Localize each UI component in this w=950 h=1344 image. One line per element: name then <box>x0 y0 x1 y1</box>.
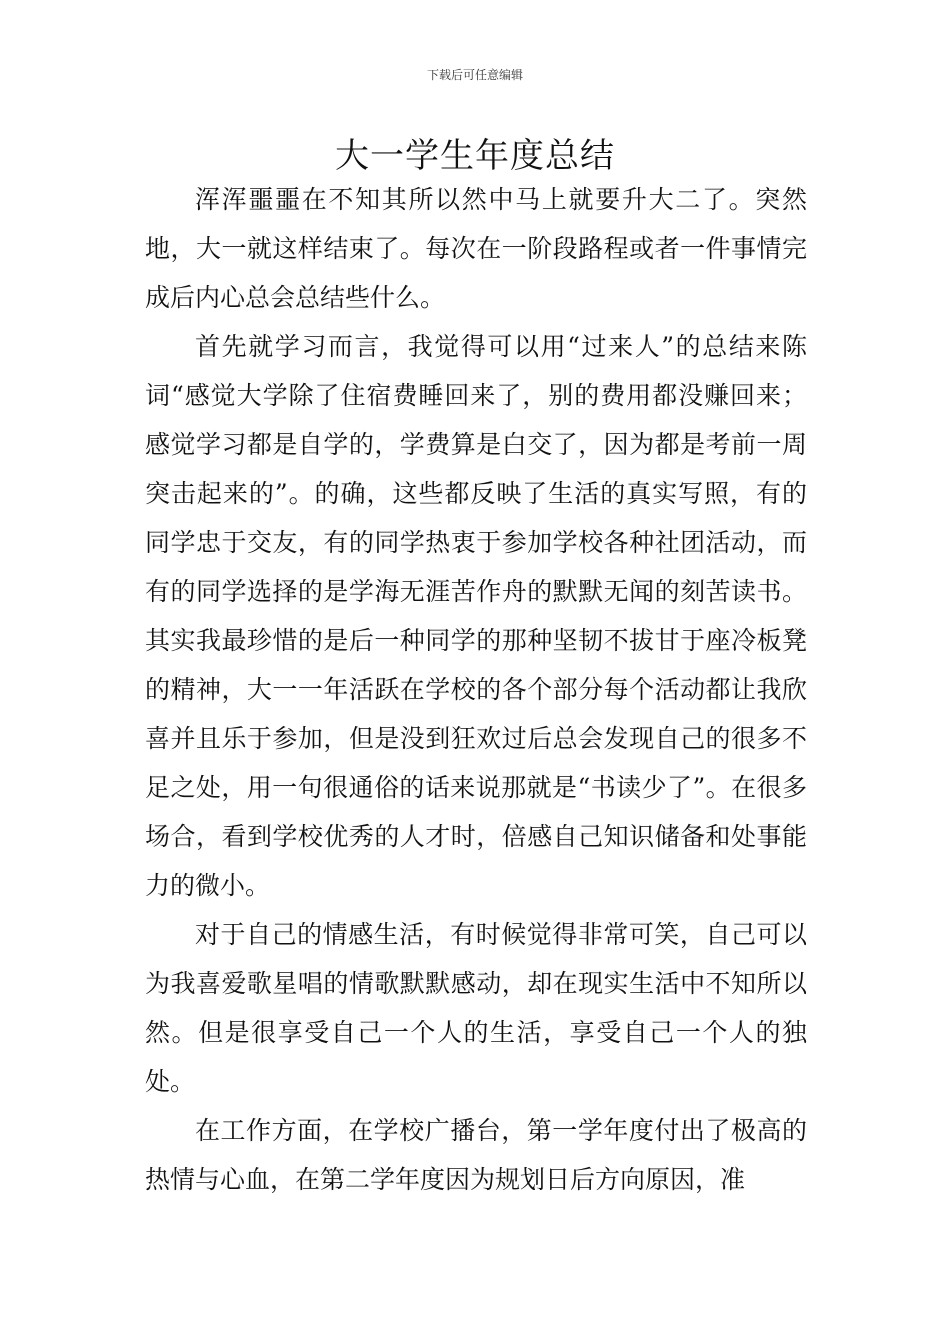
document-body <box>145 175 807 1204</box>
paragraph-work: 在工作方面，在学校广播台，第一学年度付出了极高的热情与心血，在第二学年度因为规划日后方向原因，准 <box>145 1116 807 1194</box>
paragraph-intro: 浑浑噩噩在不知其所以然中马上就要升大二了。突然地，大一就这样结束了。每次在一阶段路程或者一件事情完成后内心总会总结些什么。 <box>145 185 807 312</box>
header-note: 下载后可任意编辑 <box>426 68 523 82</box>
document-title: 大一学生年度总结 <box>335 136 615 176</box>
paragraph-emotion: 对于自己的情感生活，有时候觉得非常可笑，自己可以为我喜爱歌星唱的情歌默默感动，却在现实生活中不知所以然。但是很享受自己一个人的生活，享受自己一个人的独处。 <box>145 920 807 1096</box>
paragraph-study: 首先就学习而言，我觉得可以用“过来人”的总结来陈词“感觉大学除了住宿费睡回来了，别的费用都没赚回来；感觉学习都是自学的，学费算是白交了，因为都是考前一周突击起来的”。的确，这些都反映了生活的真实写照，有的同学忠于交友，有的同学热衷于参加学校各种社团活动，而有的同学选择的是学海无涯苦作舟的默默无闻的刻苦读书。其实我最珍惜的是后一种同学的那种坚韧不拔甘于座冷板凳的精神，大一一年活跃在学校的各个部分每个活动都让我欣喜并且乐于参加，但是没到狂欢过后总会发现自己的很多不足之处，用一句很通俗的话来说那就是“书读少了”。在很多场合，看到学校优秀的人才时，倍感自己知识储备和处事能力的微小。 <box>145 332 807 900</box>
